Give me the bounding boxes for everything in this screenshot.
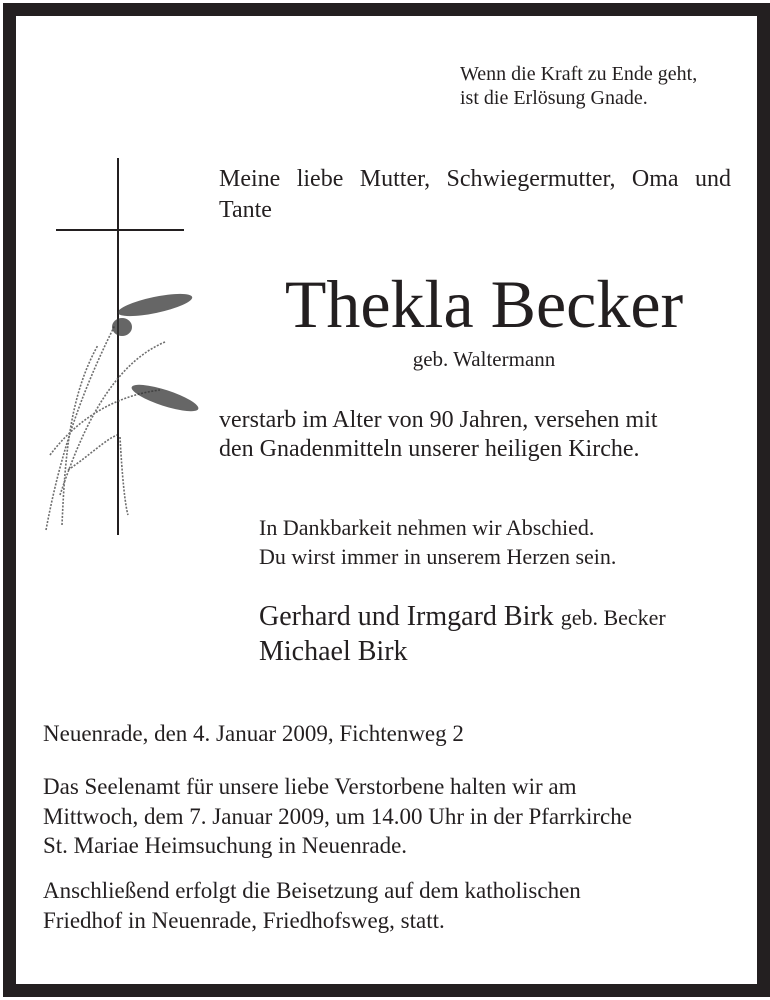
farewell-text	[259, 513, 616, 571]
intro-text: Meine liebe Mutter, Schwiegermutter, Oma und Tante	[219, 166, 731, 223]
motto-line-1: Wenn die Kraft zu Ende geht,	[460, 63, 698, 85]
cross-with-wheat-icon	[40, 155, 200, 540]
farewell-line-1: In Dankbarkeit nehmen wir Abschied.	[259, 515, 595, 540]
mourner-suffix: geb. Becker	[560, 605, 666, 630]
mourner-name: Gerhard und Irmgard Birk	[259, 601, 554, 632]
deceased-name: Thekla Becker	[284, 266, 684, 342]
burial-line-2: Friedhof in Neuenrade, Friedhofsweg, statt.	[43, 907, 445, 933]
burial-line-1: Anschließend erfolgt die Beisetzung auf dem katholischen	[43, 878, 581, 903]
farewell-line-2: Du wirst immer in unserem Herzen sein.	[259, 544, 617, 569]
passing-line-1: verstarb im Alter von 90 Jahren, versehen mit	[219, 407, 658, 433]
service-notice	[43, 772, 632, 861]
mourners-list	[259, 600, 666, 669]
service-line-3: St. Mariae Heimsuchung in Neuenrade.	[43, 833, 408, 858]
motto-quote	[460, 62, 697, 110]
mourner-name: Michael Birk	[259, 636, 408, 667]
deceased-maiden-name: geb. Waltermann	[412, 347, 556, 371]
motto-line-2: ist die Erlösung Gnade.	[460, 87, 648, 109]
service-line-1: Das Seelenamt für unsere liebe Verstorbene halten wir am	[43, 774, 577, 799]
passing-statement	[219, 406, 658, 464]
passing-line-2: den Gnadenmitteln unserer heiligen Kirche.	[219, 436, 640, 462]
mourner-entry	[259, 635, 666, 669]
service-line-2: Mittwoch, dem 7. Januar 2009, um 14.00 Uhr in der Pfarrkirche	[43, 803, 632, 829]
burial-notice	[43, 876, 581, 935]
place-date: Neuenrade, den 4. Januar 2009, Fichtenweg 2	[43, 721, 464, 746]
mourner-entry	[259, 600, 666, 635]
